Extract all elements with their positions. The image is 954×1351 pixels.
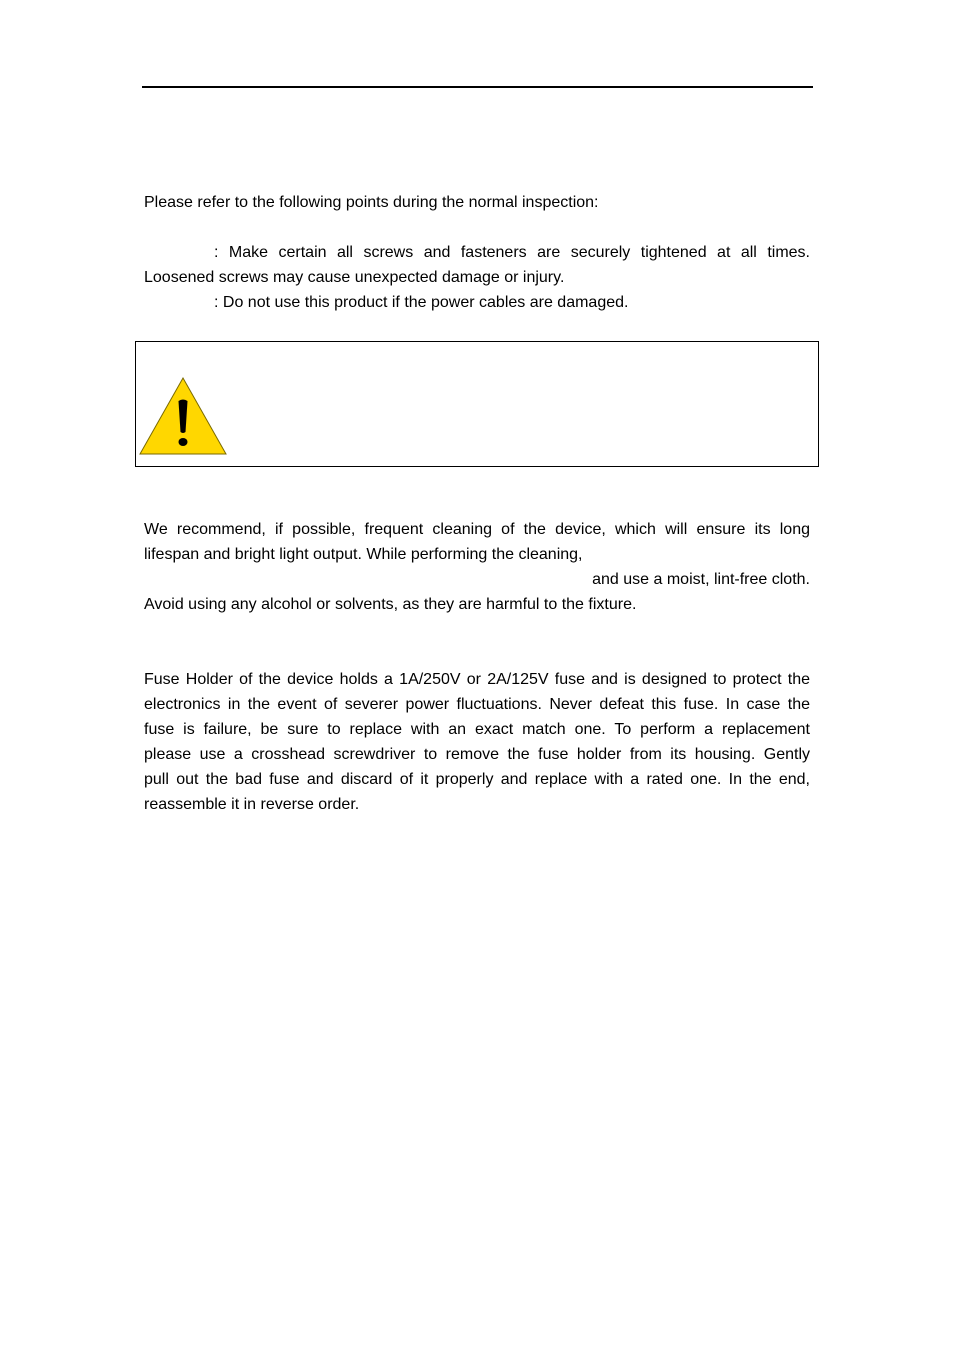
cleaning-row-3: and use a moist, lint-free cloth. (592, 571, 810, 588)
warning-box (135, 341, 819, 467)
fuse-paragraph (144, 667, 810, 817)
intro-text: Please refer to the following points during the normal inspection: (144, 194, 599, 211)
cleaning-row-4: Avoid using any alcohol or solvents, as they are harmful to the fixture. (144, 596, 637, 613)
screws-text-line1-content: : Make certain all screws and fasteners are securely tightened at all times. (214, 244, 810, 261)
cables-text: : Do not use this product if the power cables are damaged. (214, 294, 629, 311)
header-rule (142, 86, 813, 88)
fuse-row-3: fuse is failure, be sure to replace with an exact match one. To perform a replacement (144, 721, 810, 738)
fuse-row-4: please use a crosshead screwdriver to remove the fuse holder from its housing. Gently (144, 746, 810, 763)
cleaning-paragraph (144, 517, 810, 617)
warning-triangle-icon (138, 376, 228, 456)
fuse-row-5: pull out the bad fuse and discard of it properly and replace with a rated one. In the end, (144, 771, 810, 788)
fuse-row-1: Fuse Holder of the device holds a 1A/250V or 2A/125V fuse and is designed to protect the (144, 671, 810, 688)
cleaning-row-1: We recommend, if possible, frequent cleaning of the device, which will ensure its long (144, 521, 810, 538)
screws-text-line2: Loosened screws may cause unexpected damage or injury. (144, 269, 565, 286)
cleaning-row-2: lifespan and bright light output. While performing the cleaning, (144, 546, 583, 563)
fuse-row-2: electronics in the event of severer power fluctuations. Never defeat this fuse. In case the (144, 696, 810, 713)
screws-text-line1 (214, 243, 810, 263)
fuse-row-6: reassemble it in reverse order. (144, 796, 360, 813)
